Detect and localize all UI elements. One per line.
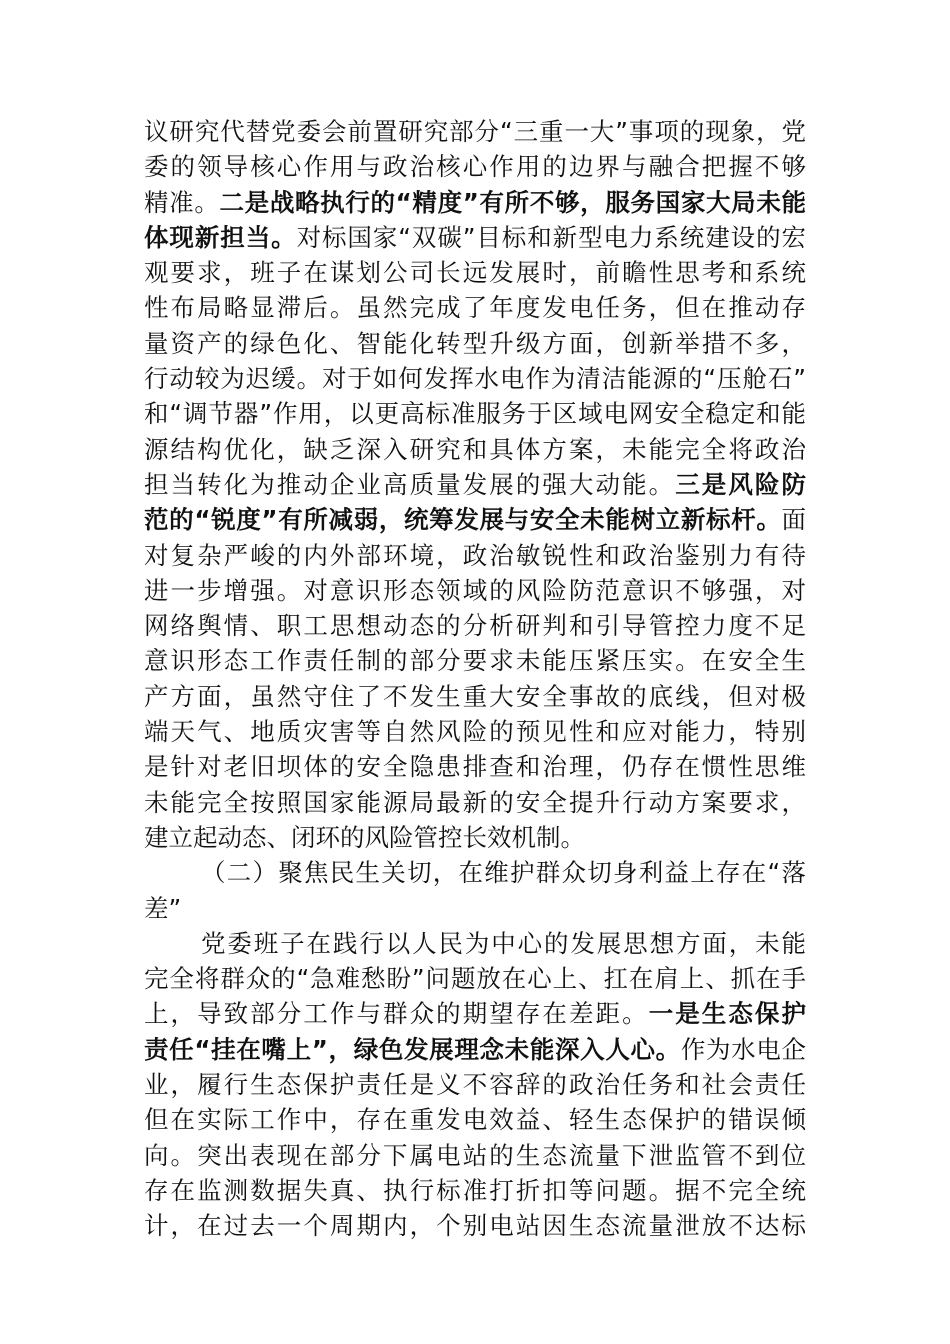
text-line [144, 1173, 806, 1208]
document-body [144, 114, 806, 1244]
text-line [144, 467, 806, 502]
text-segment: 差” [144, 893, 182, 923]
text-line [144, 643, 806, 678]
text-segment: 建立起动态、闭环的风险管控长效机制。 [144, 822, 585, 852]
text-segment: 但在实际工作中，存在重发电效益、轻生态保护的错误倾 [144, 1105, 806, 1135]
text-segment: 议研究代替党委会前置研究部分“三重一大”事项的现象，党 [144, 117, 806, 146]
text-segment: 党委班子在践行以人民为中心的发展思想方面，未能 [201, 928, 806, 958]
text-line [144, 1067, 806, 1102]
text-segment: （二）聚焦民生关切，在维护群众切身利益上存在“落 [201, 858, 806, 888]
text-segment: 源结构优化，缺乏深入研究和具体方案，未能完全将政治 [144, 434, 806, 464]
text-line [144, 996, 806, 1031]
bold-text-segment: 体现新担当。 [144, 222, 297, 252]
text-segment: 端天气、地质灾害等自然风险的预见性和应对能力，特别 [144, 717, 806, 747]
text-segment: 量资产的绿色化、智能化转型升级方面，创新举措不多， [144, 328, 806, 358]
text-line [144, 679, 806, 714]
text-segment: 观要求，班子在谋划公司长远发展时，前瞻性思考和系统 [144, 258, 806, 288]
text-line [144, 1138, 806, 1173]
text-line [144, 220, 806, 255]
text-line [144, 891, 806, 926]
text-segment: 对标国家“双碳”目标和新型电力系统建设的宏 [296, 222, 806, 252]
text-segment: 进一步增强。对意识形态领域的风险防范意识不够强，对 [144, 575, 806, 605]
text-segment: 网络舆情、职工思想动态的分析研判和引导管控力度不足 [144, 611, 806, 641]
text-segment: 对复杂严峻的内外部环境，政治敏锐性和政治鉴别力有待 [144, 540, 806, 570]
text-line [144, 396, 806, 431]
text-segment: 和“调节器”作用，以更高标准服务于区域电网安全稳定和能 [144, 399, 806, 429]
text-line [144, 432, 806, 467]
bold-text-segment: 责任“挂在嘴上”，绿色发展理念未能深入人心。 [144, 1034, 681, 1064]
text-line [144, 185, 806, 220]
text-segment: 未能完全按照国家能源局最新的安全提升行动方案要求， [144, 787, 806, 817]
text-segment: 业，履行生态保护责任是义不容辞的政治任务和社会责任 [144, 1070, 806, 1100]
text-line [144, 502, 806, 537]
text-segment: 作为水电企 [680, 1034, 806, 1064]
text-segment: 委的领导核心作用与政治核心作用的边界与融合把握不够 [144, 152, 806, 182]
text-line [144, 1102, 806, 1137]
text-segment: 面 [781, 505, 806, 535]
text-line [144, 1032, 806, 1067]
text-line [144, 714, 806, 749]
text-segment: 担当转化为推动企业高质量发展的强大动能。 [144, 469, 676, 499]
text-line [144, 326, 806, 361]
text-segment: 意识形态工作责任制的部分要求未能压紧压实。在安全生 [144, 646, 806, 676]
text-segment: 是针对老旧坝体的安全隐患排查和治理，仍存在惯性思维 [144, 752, 806, 782]
text-line [144, 820, 806, 855]
text-line [144, 538, 806, 573]
bold-text-segment: 二是战略执行的“精度”有所不够，服务国家大局未能 [219, 187, 806, 217]
bold-text-segment: 一是生态保护 [648, 999, 806, 1029]
bold-text-segment: 范的“锐度”有所减弱，统筹发展与安全未能树立新标杆。 [144, 505, 782, 535]
text-line [144, 926, 806, 961]
bold-text-segment: 三是风险防 [675, 469, 806, 499]
text-segment: 产方面，虽然守住了不发生重大安全事故的底线，但对极 [144, 681, 806, 711]
text-segment: 性布局略显滞后。虽然完成了年度发电任务，但在推动存 [144, 293, 806, 323]
text-line [144, 290, 806, 325]
text-line [144, 855, 806, 890]
text-line [144, 573, 806, 608]
text-segment: 计，在过去一个周期内，个别电站因生态流量泄放不达标 [144, 1211, 806, 1241]
text-line [144, 255, 806, 290]
text-line [144, 608, 806, 643]
text-segment: 完全将群众的“急难愁盼”问题放在心上、扛在肩上、抓在手 [144, 964, 806, 994]
text-segment: 行动较为迟缓。对于如何发挥水电作为清洁能源的“压舱石” [144, 364, 806, 394]
text-line [144, 961, 806, 996]
text-line [144, 1208, 806, 1243]
text-segment: 向。突出表现在部分下属电站的生态流量下泄监管不到位 [144, 1140, 806, 1170]
text-line [144, 749, 806, 784]
text-line [144, 149, 806, 184]
text-line [144, 361, 806, 396]
text-segment: 存在监测数据失真、执行标准打折扣等问题。据不完全统 [144, 1175, 806, 1205]
text-line [144, 785, 806, 820]
text-segment: 上，导致部分工作与群众的期望存在差距。 [144, 999, 649, 1029]
text-segment: 精准。 [144, 187, 220, 217]
text-line [144, 114, 806, 149]
